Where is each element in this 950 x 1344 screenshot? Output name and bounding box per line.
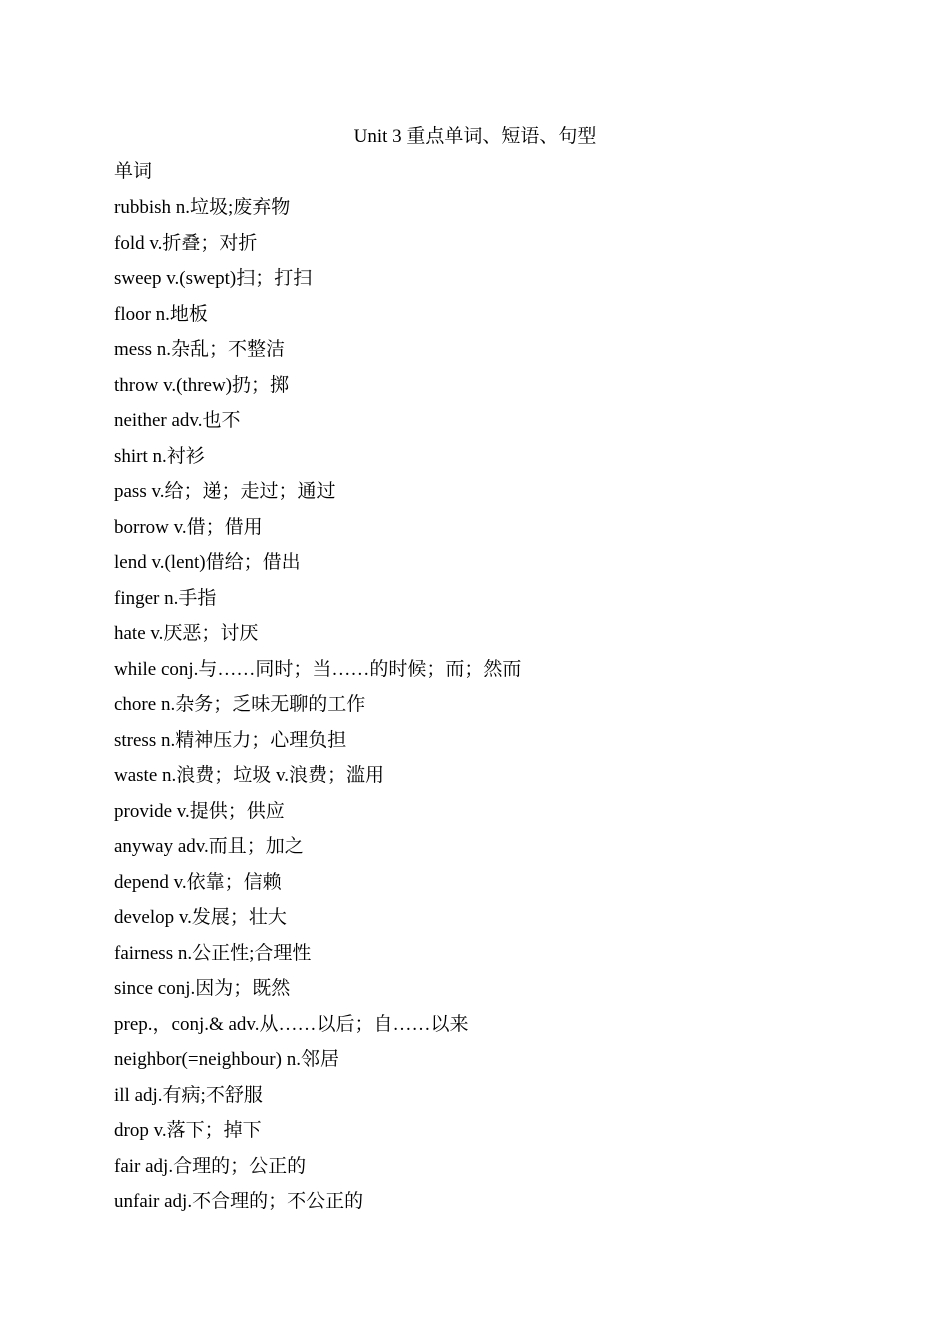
- vocab-entry: prep.，conj.& adv.从……以后；自……以来: [114, 1013, 469, 1035]
- vocab-entry: while conj.与……同时；当……的时候；而；然而: [114, 658, 522, 680]
- vocab-entry: waste n.浪费；垃圾 v.浪费；滥用: [114, 765, 385, 786]
- vocab-entry: hate v.厌恶；讨厌: [114, 623, 259, 644]
- section-heading-words: 单词: [114, 161, 153, 182]
- vocab-entry: since conj.因为；既然: [114, 978, 291, 999]
- vocab-entry: mess n.杂乱；不整洁: [114, 339, 286, 360]
- page-title: Unit 3 重点单词、短语、句型: [353, 126, 597, 147]
- vocab-entry: ill adj.有病;不舒服: [114, 1084, 263, 1106]
- vocab-entry: throw v.(threw)扔；掷: [114, 374, 290, 396]
- vocab-entry: finger n.手指: [114, 587, 217, 609]
- vocab-entry: stress n.精神压力；心理负担: [114, 729, 347, 751]
- vocab-entry: develop v.发展；壮大: [114, 907, 287, 928]
- vocab-entry: fair adj.合理的；公正的: [114, 1155, 307, 1177]
- vocab-entry: neighbor(=neighbour) n.邻居: [114, 1049, 339, 1070]
- vocab-entry: fairness n.公正性;合理性: [114, 942, 312, 964]
- vocab-entry: lend v.(lent)借给；借出: [114, 552, 301, 573]
- vocabulary-list: [114, 195, 874, 1225]
- vocab-entry: borrow v.借；借用: [114, 516, 263, 538]
- vocab-entry: neither adv.也不: [114, 410, 241, 431]
- vocab-entry: unfair adj.不合理的；不公正的: [114, 1191, 364, 1212]
- vocab-entry: provide v.提供；供应: [114, 800, 285, 822]
- vocab-entry: depend v.依靠；信赖: [114, 871, 282, 893]
- vocab-entry: shirt n.衬衫: [114, 445, 205, 467]
- vocab-entry: chore n.杂务；乏味无聊的工作: [114, 694, 366, 715]
- vocab-entry: fold v.折叠；对折: [114, 232, 258, 254]
- vocab-entry: pass v.给；递；走过；通过: [114, 481, 336, 502]
- vocab-entry: drop v.落下；掉下: [114, 1120, 262, 1141]
- vocab-entry: floor n.地板: [114, 303, 208, 325]
- vocab-entry: rubbish n.垃圾;废弃物: [114, 197, 291, 218]
- vocab-entry: sweep v.(swept)扫；打扫: [114, 268, 313, 289]
- vocab-entry: anyway adv.而且；加之: [114, 836, 304, 857]
